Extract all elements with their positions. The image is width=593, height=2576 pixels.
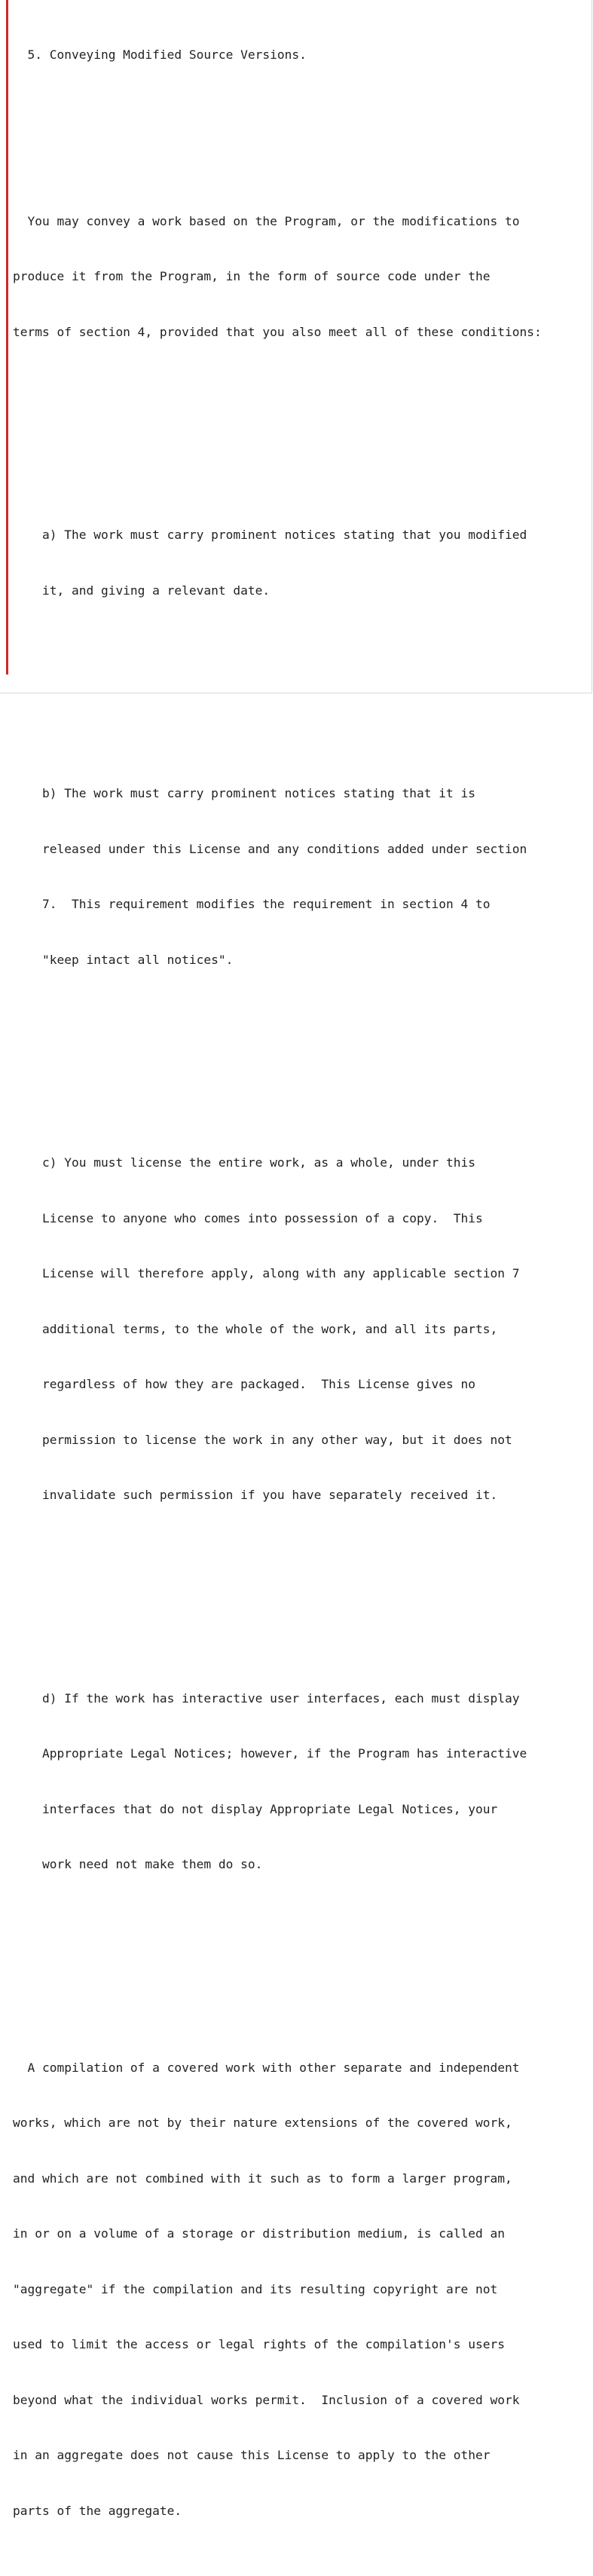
paragraph-gap (13, 1579, 542, 1598)
text-line: c) You must license the entire work, as a whole, under this (13, 1155, 475, 1170)
text-line: works, which are not by their nature extensions of the covered work, (13, 2116, 512, 2130)
text-line: permission to license the work in any other way, but it does not (13, 1432, 512, 1447)
text-line: b) The work must carry prominent notices stating that it is (13, 786, 475, 800)
text-line: additional terms, to the whole of the work, and all its parts, (13, 1321, 498, 1336)
text-line: it, and giving a relevant date. (13, 583, 271, 598)
intro-paragraph (13, 176, 542, 379)
text-line: License will therefore apply, along with any applicable section 7 (13, 1266, 520, 1280)
condition-c (13, 1117, 542, 1542)
text-line: d) If the work has interactive user interfaces, each must display (13, 1690, 520, 1706)
text-line: and which are not combined with it such as to form a larger program, (13, 2171, 512, 2186)
closing-paragraph (13, 2022, 542, 2558)
paragraph-gap (13, 1043, 542, 1062)
paragraph-gap (13, 1948, 542, 1967)
text-line: License to anyone who comes into possession of a copy. This (13, 1210, 483, 1225)
text-line: 7. This requirement modifies the requirement in section 4 to (13, 897, 491, 911)
text-line: interfaces that do not display Appropriate Legal Notices, your (13, 1801, 498, 1816)
text-line: "aggregate" if the compilation and its resulting copyright are not (13, 2281, 498, 2296)
condition-d (13, 1653, 542, 1911)
text-line: used to limit the access or legal rights of the compilation's users (13, 2337, 505, 2351)
section-heading: 5. Conveying Modified Source Versions. (13, 47, 307, 62)
text-line: beyond what the individual works permit. Inclusion of a covered work (13, 2392, 520, 2407)
text-line: invalidate such permission if you have separately received it. (13, 1488, 498, 1502)
paragraph-gap (13, 415, 542, 434)
text-line: work need not make them do so. (13, 1857, 263, 1871)
text-line: A compilation of a covered work with other separate and independent (13, 2060, 520, 2075)
text-line: regardless of how they are packaged. This License gives no (13, 1377, 475, 1391)
paragraph-gap (13, 102, 542, 121)
text-line: "keep intact all notices". (13, 952, 234, 967)
paragraph-gap (13, 674, 542, 693)
text-line: released under this License and any conditions added under section (13, 841, 527, 856)
text-line: Appropriate Legal Notices; however, if the Program has interactive (13, 1746, 527, 1761)
license-text-block (13, 9, 542, 2576)
text-line: You may convey a work based on the Program, or the modifications to (13, 213, 520, 228)
text-line: a) The work must carry prominent notices stating that you modified (13, 528, 527, 542)
text-line: terms of section 4, provided that you also meet all of these conditions: (13, 324, 542, 339)
quote-accent-bar (6, 0, 8, 675)
condition-a (13, 489, 542, 637)
text-line: in an aggregate does not cause this License to apply to the other (13, 2448, 491, 2462)
condition-b (13, 748, 542, 1006)
text-line: produce it from the Program, in the form of source code under the (13, 269, 491, 283)
text-line: in or on a volume of a storage or distribution medium, is called an (13, 2226, 505, 2241)
text-line: parts of the aggregate. (13, 2503, 182, 2518)
